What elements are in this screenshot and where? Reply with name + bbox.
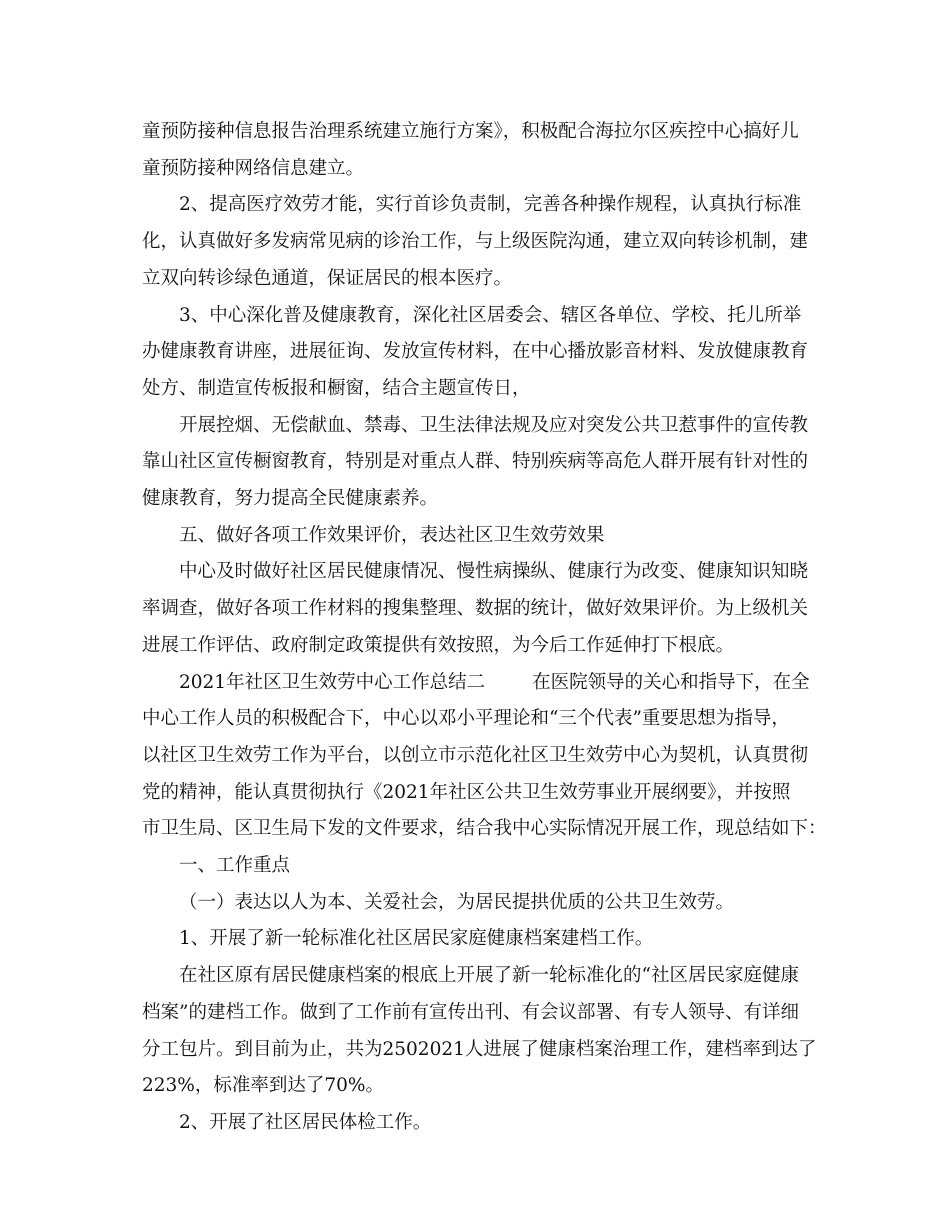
text-line: 五、做好各项工作效果评价，表达社区卫生效劳效果 — [179, 524, 605, 546]
text-line: 率调查，做好各项工作材料的搜集整理、数据的统计，做好效果评价。为上级机关 — [142, 598, 809, 620]
text-line: 市卫生局、区卫生局下发的文件要求，结合我中心实际情况开展工作，现总结如下： — [142, 818, 827, 840]
text-line: （一）表达以人为本、关爱社会，为居民提拱优质的公共卫生效劳。 — [179, 891, 735, 913]
text-line: 档案”的建档工作。做到了工作前有宣传出刊、有会议部署、有专人领导、有详细 — [142, 1001, 799, 1023]
text-line: 童预防接种网络信息建立。 — [142, 157, 365, 179]
text-line: 中心工作人员的积极配合下，中心以邓小平理论和“三个代表”重要思想为指导， — [142, 708, 790, 730]
text-line: 一、工作重点 — [179, 855, 291, 877]
text-line: 童预防接种信息报告治理系统建立施行方案》，积极配合海拉尔区疾控中心搞好儿 — [142, 121, 799, 142]
text-line: 靠山社区宣传橱窗教育，特别是对重点人群、特别疾病等高危人群开展有针对性的 — [142, 451, 809, 473]
text-line: 以社区卫生效劳工作为平台，以创立市示范化社区卫生效劳中心为契机，认真贯彻 — [142, 744, 809, 766]
text-line: 立双向转诊绿色通道，保证居民的根本医疗。 — [142, 267, 513, 289]
text-line: 进展工作评估、政府制定政策提供有效按照，为今后工作延伸打下根底。 — [142, 634, 735, 656]
text-line: 办健康教育讲座，进展征询、发放宣传材料，在中心播放影音材料、发放健康教育 — [142, 341, 809, 363]
text-line: 开展控烟、无偿献血、禁毒、卫生法律法规及应对突发公共卫惹事件的宣传教 — [179, 414, 809, 436]
text-line: 分工包片。到目前为止，共为2502021人进展了健康档案治理工作，建档率到达了 — [142, 1038, 817, 1060]
text-line: 健康教育，努力提高全民健康素养。 — [142, 488, 439, 510]
text-line: 3、中心深化普及健康教育，深化社区居委会、辖区各单位、学校、托儿所举 — [179, 304, 802, 326]
text-line: 223%，标准率到达了70%。 — [142, 1075, 385, 1097]
document-body — [142, 114, 827, 1142]
text-line: 处方、制造宣传板报和橱窗，结合主题宣传日， — [142, 377, 531, 399]
text-line: 中心及时做好社区居民健康情况、慢性病操纵、健康行为改变、健康知识知晓 — [179, 561, 809, 583]
text-line: 党的精神，能认真贯彻执行《2021年社区公共卫生效劳事业开展纲要》，并按照 — [142, 781, 791, 803]
text-line: 2021年社区卫生效劳中心工作总结二 在医院领导的关心和指导下，在全 — [179, 671, 810, 693]
text-line: 化，认真做好多发病常见病的诊治工作，与上级医院沟通，建立双向转诊机制，建 — [142, 231, 809, 253]
text-line: 2、提高医疗效劳才能，实行首诊负责制，完善各种操作规程，认真执行标准 — [179, 194, 802, 216]
text-line: 1、开展了新一轮标准化社区居民家庭健康档案建档工作。 — [179, 928, 654, 950]
text-line: 在社区原有居民健康档案的根底上开展了新一轮标准化的“社区居民家庭健康 — [179, 965, 799, 987]
text-line: 2、开展了社区居民体检工作。 — [179, 1111, 432, 1133]
